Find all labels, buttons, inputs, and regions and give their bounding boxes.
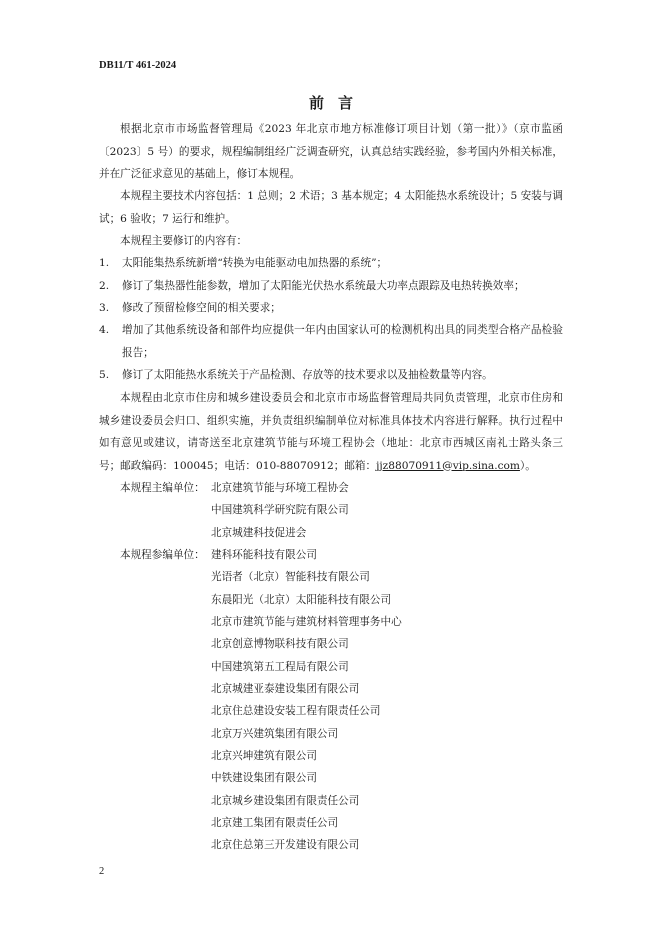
chief-unit-item: 北京建筑节能与环境工程协会 [211, 482, 349, 494]
revision-number: 3. [99, 302, 110, 314]
participating-unit-item: 北京万兴建筑集团有限公司 [211, 728, 339, 740]
revision-item: 修订了集热器性能参数，增加了太阳能光伏热水系统最大功率点跟踪及电热转换效率； [122, 280, 525, 292]
contact-email-link[interactable]: jjz88070911@vip.sina.com [376, 459, 520, 472]
participating-unit-item: 中铁建设集团有限公司 [211, 772, 317, 784]
revision-heading: 本规程主要修订的内容有： [120, 235, 248, 247]
main-content-paragraph: 本规程主要技术内容包括：1 总则；2 术语；3 基本规定；4 太阳能热水系统设计；5 安装与调试；6 验收；7 运行和维护。 [99, 190, 563, 225]
participating-unit-item: 北京建工集团有限责任公司 [211, 817, 339, 829]
participating-units-label: 本规程参编单位： [120, 549, 205, 561]
participating-unit-item: 北京城乡建设集团有限责任公司 [211, 795, 360, 807]
revision-item: 修订了太阳能热水系统关于产品检测、存放等的技术要求以及抽检数量等内容。 [122, 369, 493, 381]
chief-unit-item: 北京城建科技促进会 [211, 527, 307, 539]
revision-item: 增加了其他系统设备和部件均应提供一年内由国家认可的检测机构出具的同类型合格产品检验报告； [122, 324, 563, 359]
chief-unit-item: 中国建筑科学研究院有限公司 [211, 504, 349, 516]
page-number: 2 [99, 866, 105, 877]
participating-unit-item: 北京市建筑节能与建筑材料管理事务中心 [211, 616, 402, 628]
management-end: ）。 [519, 459, 536, 472]
participating-unit-item: 北京住总建设安装工程有限责任公司 [211, 705, 381, 717]
management-text: 本规程由北京市住房和城乡建设委员会和北京市市场监督管理局共同负责管理，北京市住房和城乡建设委员会归口、组织实施，并负责组织编制单位对标准具体技术内容进行解释。执行过程中如有意见或建议，请寄送至北京建筑节能与环境工程协会（地址：北京市西城区南礼士路头条三号；邮政编码：100045；电话：010-88070912；邮箱： [99, 392, 563, 472]
participating-unit-item: 建科环能科技有限公司 [211, 549, 317, 561]
page-title: 前言 [308, 94, 367, 112]
revision-number: 4. [99, 324, 110, 336]
participating-unit-item: 东晨阳光（北京）太阳能科技有限公司 [211, 594, 392, 606]
management-paragraph [99, 387, 563, 477]
chief-units-label: 本规程主编单位： [120, 482, 205, 494]
participating-unit-item: 北京城建亚泰建设集团有限公司 [211, 683, 360, 695]
intro-paragraph: 根据北京市市场监督管理局《2023 年北京市地方标准修订项目计划（第一批）》（京市监函〔2023〕5 号）的要求，规程编制组经广泛调查研究，认真总结实践经验，参考国内外相关标准，并在广泛征求意见的基础上，修订本规程。 [99, 123, 563, 180]
participating-unit-item: 北京住总第三开发建设有限公司 [211, 839, 360, 851]
participating-unit-item: 北京创意博物联科技有限公司 [211, 638, 349, 650]
revision-number: 1. [99, 257, 110, 269]
participating-unit-item: 北京兴坤建筑有限公司 [211, 750, 317, 762]
document-code: DB11/T 461-2024 [99, 60, 177, 71]
revision-number: 5. [99, 369, 110, 381]
participating-unit-item: 光语者（北京）智能科技有限公司 [211, 571, 370, 583]
participating-unit-item: 中国建筑第五工程局有限公司 [211, 661, 349, 673]
revision-item: 太阳能集热系统新增“转换为电能驱动电加热器的系统”； [122, 257, 388, 269]
revision-item: 修改了预留检修空间的相关要求； [122, 302, 281, 314]
revision-number: 2. [99, 280, 110, 292]
